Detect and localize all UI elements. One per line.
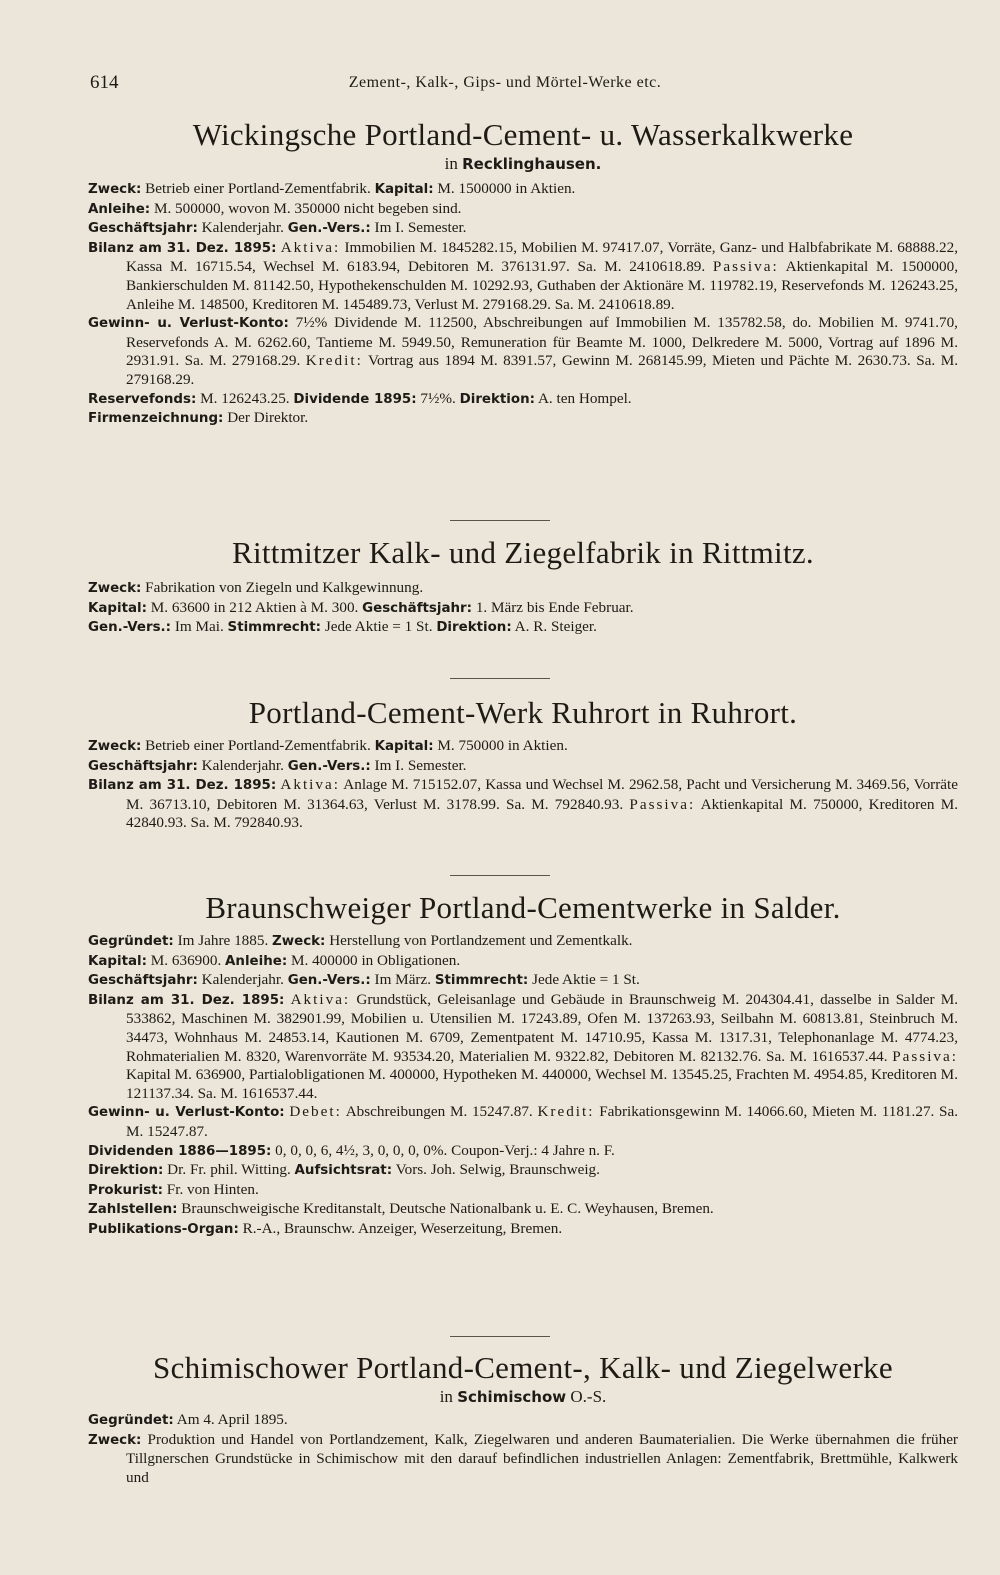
paragraph-reservefonds: Reservefonds: M. 126243.25. Dividende 1895: 7½%. Direktion: A. ten Hompel. [88, 389, 632, 407]
paragraph-direktion: Direktion: Dr. Fr. phil. Witting. Aufsichtsrat: Vors. Joh. Selwig, Braunschweig. [88, 1161, 600, 1179]
paragraph-zweck: Zweck: Fabrikation von Ziegeln und Kalkgewinnung. [88, 579, 424, 596]
paragraph-bilanz: Bilanz am 31. Dez. 1895: Aktiva: Immobilien M. 1845282.15, Mobilien M. 97417.07, Vorräte, Ganz- und Halbfabrikate M. 68888.22, Kassa M. 16715.54, Wechsel M. 6183.94, Debitoren M. 376131.97. Sa. M. 2410618.89. Passiva: Aktienkapital M. 1500000, Bankierschulden M. 81142.50, Hypothekenschulden M. 10292.93, Guthaben der Aktionäre M. 119782.19, Reservefonds M. 126243.25, Anleihe M. 148500, Kreditoren M. 145489.73, Verlust M. 279168.29. Sa. M. 2410618.89. [88, 238, 959, 313]
paragraph-dividenden: Dividenden 1886—1895: 0, 0, 0, 6, 4½, 3, 0, 0, 0, 0%. Coupon-Verj.: 4 Jahre n. F. [88, 1141, 615, 1159]
paragraph-gewinn-verlust: Gewinn- u. Verlust-Konto: 7½% Dividende M. 112500, Abschreibungen auf Immobilien M. 135782.58, do. Mobilien M. 9741.70, Reservefonds A. M. 6262.60, Tantieme M. 5949.50, Remuneration für Beamte M. 1000, Delkredere M. 5000, Vortrag auf 1896 M. 2931.91. Sa. M. 279168.29. Kredit: Vortrag aus 1894 M. 8391.57, Gewinn M. 268145.99, Mieten und Pächte M. 2630.73. Sa. M. 279168.29. [88, 314, 958, 388]
paragraph-zweck: Zweck: Betrieb einer Portland-Zementfabrik. Kapital: M. 1500000 in Aktien. [88, 180, 576, 197]
paragraph-publikations-organ: Publikations-Organ: R.-A., Braunschw. Anzeiger, Weserzeitung, Bremen. [88, 1219, 563, 1237]
section-divider [450, 1336, 550, 1337]
section-divider [450, 678, 550, 679]
company-location: in Schimischow O.-S. [439, 1387, 607, 1406]
company-title: Rittmitzer Kalk- und Ziegelfabrik in Rittmitz. [231, 535, 814, 570]
company-title: Braunschweiger Portland-Cementwerke in Salder. [205, 890, 841, 925]
paragraph-geschaeftsjahr: Geschäftsjahr: Kalenderjahr. Gen.-Vers.: Im I. Semester. [88, 756, 467, 774]
paragraph-gegruendet: Gegründet: Im Jahre 1885. Zweck: Herstellung von Portlandzement und Zementkalk. [88, 932, 633, 949]
page-header [90, 72, 920, 96]
company-entry-wicking [88, 117, 958, 429]
company-entry-salder [88, 890, 958, 1240]
company-title: Wickingsche Portland-Cement- u. Wasserkalkwerke [192, 117, 854, 152]
paragraph-bilanz: Bilanz am 31. Dez. 1895: Aktiva: Anlage M. 715152.07, Kassa und Wechsel M. 2962.58, Pacht und Versicherung M. 3469.56, Vorräte M. 36713.10, Debitoren M. 31364.63, Verlust M. 3178.99. Sa. M. 792840.93. Passiva: Aktienkapital M. 750000, Kreditoren M. 42840.93. Sa. M. 792840.93. [88, 776, 959, 832]
running-title: Zement-, Kalk-, Gips- und Mörtel-Werke etc. [348, 74, 662, 91]
paragraph-zahlstellen: Zahlstellen: Braunschweigische Kreditanstalt, Deutsche Nationalbank u. E. C. Weyhausen, Bremen. [88, 1200, 714, 1218]
paragraph-gewinn-verlust: Gewinn- u. Verlust-Konto: Debet: Abschreibungen M. 15247.87. Kredit: Fabrikationsgewinn M. 14066.60, Mieten M. 1181.27. Sa. M. 15247.87. [88, 1103, 959, 1140]
paragraph-geschaeftsjahr: Geschäftsjahr: Kalenderjahr. Gen.-Vers.: Im I. Semester. [88, 219, 467, 237]
company-title: Schimischower Portland-Cement-, Kalk- und Ziegelwerke [153, 1350, 893, 1385]
company-location: in Recklinghausen. [444, 154, 602, 173]
paragraph-gegruendet: Gegründet: Am 4. April 1895. [88, 1411, 288, 1428]
paragraph-anleihe: Anleihe: M. 500000, wovon M. 350000 nicht begeben sind. [88, 199, 462, 217]
paragraph-firmenzeichnung: Firmenzeichnung: Der Direktor. [88, 409, 309, 427]
paragraph-zweck: Zweck: Betrieb einer Portland-Zementfabrik. Kapital: M. 750000 in Aktien. [88, 737, 568, 754]
company-title: Portland-Cement-Werk Ruhrort in Ruhrort. [248, 695, 798, 730]
paragraph-kapital: Kapital: M. 63600 in 212 Aktien à M. 300. Geschäftsjahr: 1. März bis Ende Februar. [88, 598, 634, 616]
paragraph-gen-vers: Gen.-Vers.: Im Mai. Stimmrecht: Jede Aktie = 1 St. Direktion: A. R. Steiger. [88, 618, 597, 636]
page-number: 614 [90, 72, 119, 93]
paragraph-geschaeftsjahr: Geschäftsjahr: Kalenderjahr. Gen.-Vers.: Im März. Stimmrecht: Jede Aktie = 1 St. [88, 971, 640, 989]
paragraph-bilanz: Bilanz am 31. Dez. 1895: Aktiva: Grundstück, Geleisanlage und Gebäude in Braunschweig M. 204304.41, dasselbe in Salder M. 533862, Maschinen M. 382901.99, Mobilien u. Utensilien M. 17243.89, Ofen M. 137263.93, Seilbahn M. 60813.81, Steinbruch M. 34473, Wohnhaus M. 24853.14, Kautionen M. 6709, Zementpatent M. 14710.95, Kassa M. 1317.31, Telephonanlage M. 4774.23, Rohmaterialien M. 8320, Warenvorräte M. 93534.20, Materialien M. 9322.82, Debitoren M. 82132.76. Sa. M. 1616537.44. Passiva: Kapital M. 636900, Partialobligationen M. 400000, Hypotheken M. 440000, Wechsel M. 13545.25, Frachten M. 4954.85, Kreditoren M. 121137.34. Sa. M. 1616537.44. [88, 990, 959, 1102]
company-entry-schimischow [88, 1350, 958, 1487]
company-entry-ruhrort [88, 695, 958, 833]
section-divider [450, 875, 550, 876]
company-entry-rittmitz [88, 535, 958, 638]
paragraph-prokurist: Prokurist: Fr. von Hinten. [88, 1180, 259, 1198]
paragraph-kapital: Kapital: M. 636900. Anleihe: M. 400000 in Obligationen. [88, 951, 461, 969]
paragraph-zweck: Zweck: Produktion und Handel von Portlandzement, Kalk, Ziegelwaren und anderen Baumaterialien. Die Werke übernahmen die früher Tillgnerschen Grundstücke in Schimischow mit den darauf befindlichen industriellen Anlagen: Zementfabrik, Brettmühle, Kalkwerk und [88, 1430, 958, 1486]
section-divider [450, 520, 550, 521]
